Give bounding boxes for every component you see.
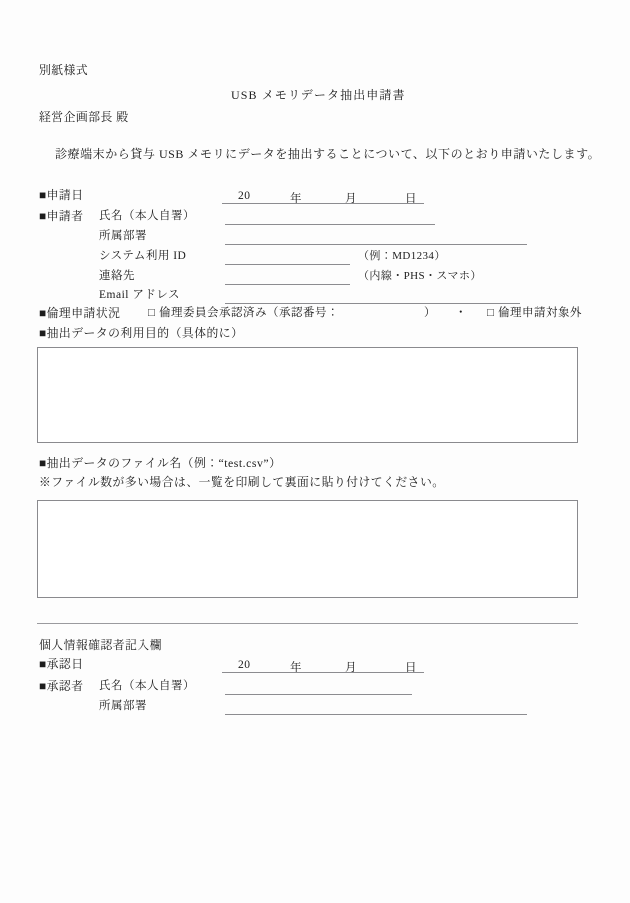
applicant-contact-label: 連絡先 xyxy=(99,270,135,282)
approval-date-label: ■承認日 xyxy=(39,657,84,671)
ethics-option-separator: ・ xyxy=(455,307,467,319)
approval-date-day-unit: 日 xyxy=(405,662,417,674)
applicant-name-input-rule[interactable] xyxy=(225,224,435,225)
ethics-approved-checkbox[interactable]: □ xyxy=(148,307,156,319)
filenames-note: ※ファイル数が多い場合は、一覧を印刷して裏面に貼り付けてください。 xyxy=(39,475,445,489)
ethics-not-applicable-label: 倫理申請対象外 xyxy=(498,307,582,319)
applicant-system-id-input-rule[interactable] xyxy=(225,264,350,265)
approval-date-month-unit: 月 xyxy=(345,662,357,674)
ethics-approval-number-paren-close: ） xyxy=(424,307,436,319)
approval-date-year-unit: 年 xyxy=(290,662,302,674)
approver-label: ■承認者 xyxy=(39,679,84,693)
approval-date-year-prefix: 20 xyxy=(238,659,251,671)
section-divider xyxy=(37,623,578,624)
applicant-label: ■申請者 xyxy=(39,209,84,223)
approver-department-label: 所属部署 xyxy=(99,700,147,712)
addressee: 経営企画部長 殿 xyxy=(39,110,129,124)
purpose-label: ■抽出データの利用目的（具体的に） xyxy=(39,326,244,340)
application-date-day-unit: 日 xyxy=(405,193,417,205)
page-title: USB メモリデータ抽出申請書 xyxy=(231,88,406,102)
approval-date-input-rule[interactable] xyxy=(222,672,424,673)
applicant-system-id-hint: （例：MD1234） xyxy=(358,250,446,262)
applicant-contact-hint: （内線・PHS・スマホ） xyxy=(358,270,482,282)
application-date-year-unit: 年 xyxy=(290,193,302,205)
applicant-email-label: Email アドレス xyxy=(99,289,180,301)
filenames-textarea[interactable] xyxy=(37,500,578,598)
applicant-system-id-label: システム利用 ID xyxy=(99,250,187,262)
application-date-input-rule[interactable] xyxy=(222,203,424,204)
applicant-department-label: 所属部署 xyxy=(99,230,147,242)
applicant-department-input-rule[interactable] xyxy=(225,244,527,245)
ethics-status-label: ■倫理申請状況 xyxy=(39,306,121,320)
application-date-label: ■申請日 xyxy=(39,188,84,202)
applicant-contact-input-rule[interactable] xyxy=(225,284,350,285)
approver-name-label: 氏名（本人自署） xyxy=(99,680,195,692)
form-kind-label: 別紙様式 xyxy=(39,63,89,77)
intro-sentence: 診療端末から貸与 USB メモリにデータを抽出することについて、以下のとおり申請いたします。 xyxy=(55,147,601,161)
privacy-officer-section-label: 個人情報確認者記入欄 xyxy=(39,638,162,652)
applicant-email-input-rule[interactable] xyxy=(225,303,520,304)
approver-name-input-rule[interactable] xyxy=(225,694,412,695)
purpose-textarea[interactable] xyxy=(37,347,578,443)
approver-department-input-rule[interactable] xyxy=(225,714,527,715)
ethics-not-applicable-checkbox[interactable]: □ xyxy=(487,307,495,319)
application-date-month-unit: 月 xyxy=(345,193,357,205)
applicant-name-label: 氏名（本人自署） xyxy=(99,210,195,222)
filenames-label: ■抽出データのファイル名（例：“test.csv”） xyxy=(39,456,282,470)
application-date-year-prefix: 20 xyxy=(238,190,251,202)
ethics-approved-label: 倫理委員会承認済み（承認番号： xyxy=(159,307,339,319)
